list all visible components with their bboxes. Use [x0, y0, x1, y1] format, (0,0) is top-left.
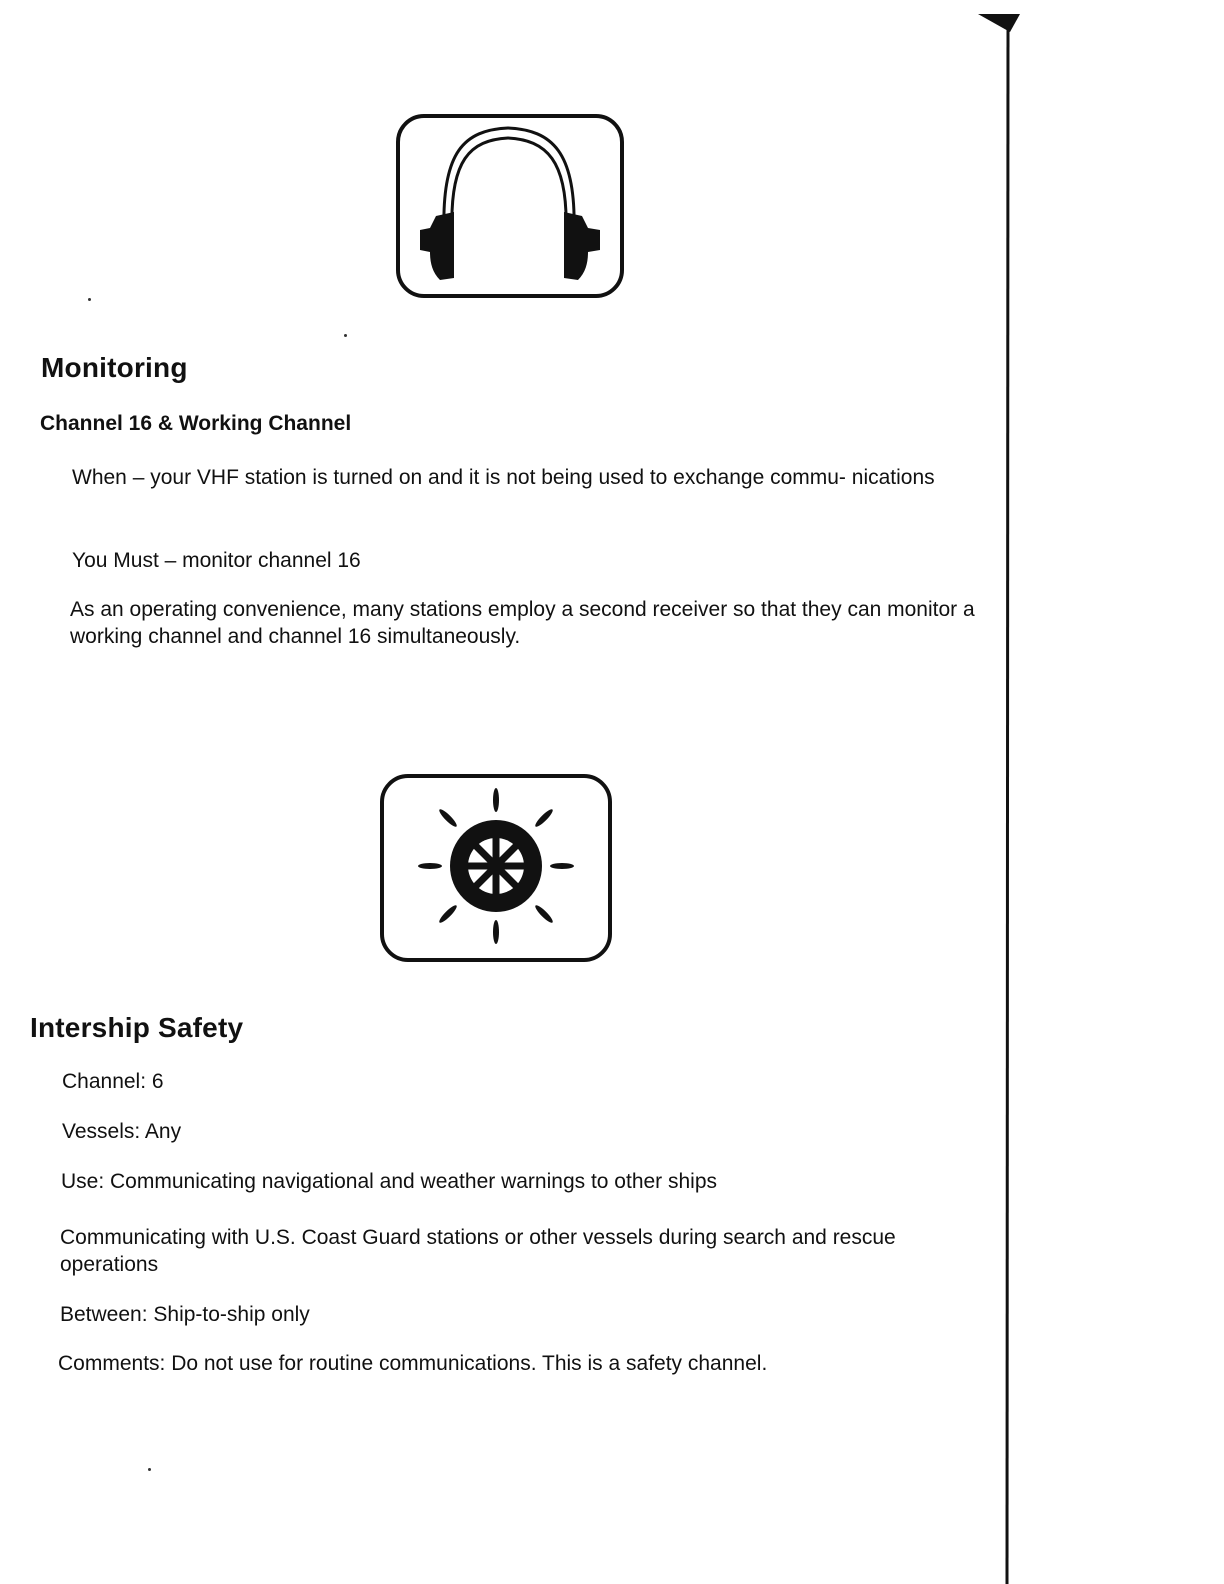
monitoring-heading: Monitoring	[41, 352, 188, 383]
scan-speck	[148, 1468, 151, 1471]
monitoring-must-paragraph: You Must – monitor channel 16	[72, 549, 361, 572]
monitoring-when-paragraph: When – your VHF station is turned on and it is not being used to exchange commu- nications	[72, 466, 935, 489]
scan-speck	[344, 334, 347, 337]
between-line: Between: Ship-to-ship only	[60, 1303, 310, 1326]
use-line: Use: Communicating navigational and weather warnings to other ships	[61, 1170, 718, 1193]
headphones-icon	[394, 112, 628, 302]
vessels-line: Vessels: Any	[62, 1120, 182, 1143]
channel-16-subheading: Channel 16 & Working Channel	[40, 412, 352, 435]
page-binding-edge	[1006, 14, 1010, 1584]
monitoring-convenience-paragraph: As an operating convenience, many stations employ a second receiver so that they can monitor a working channel and channel 16 simultaneously.	[70, 598, 975, 648]
scan-speck	[88, 298, 91, 301]
ship-wheel-icon	[378, 772, 614, 966]
channel-line: Channel: 6	[62, 1070, 164, 1093]
comments-line: Comments: Do not use for routine communications. This is a safety channel.	[58, 1352, 768, 1375]
coast-guard-paragraph: Communicating with U.S. Coast Guard stations or other vessels during search and rescue operations	[60, 1226, 896, 1276]
intership-safety-heading: Intership Safety	[30, 1012, 244, 1043]
